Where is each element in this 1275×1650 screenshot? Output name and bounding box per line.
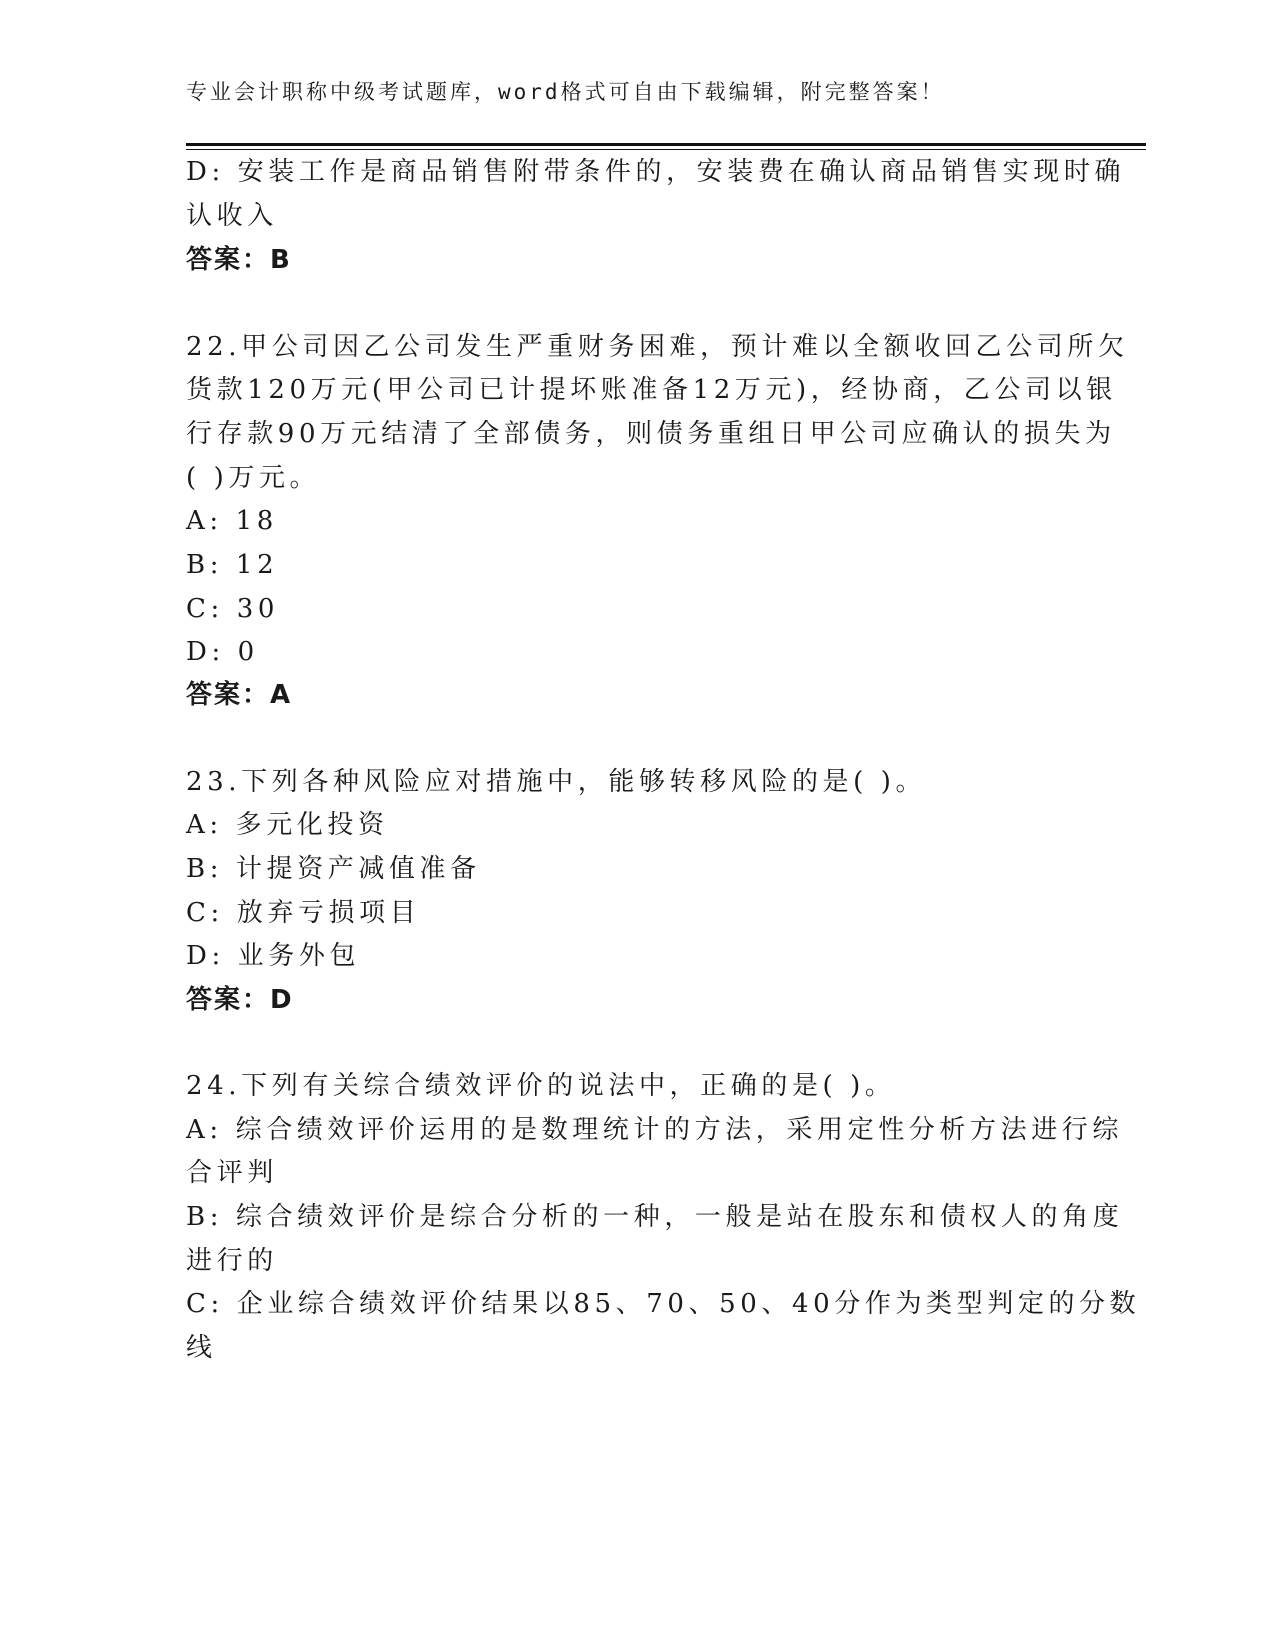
q21-option-d-line2: 认收入 bbox=[186, 201, 278, 231]
q24-stem-line1: 24.下列有关综合绩效评价的说法中，正确的是( )。 bbox=[186, 1071, 896, 1101]
header-divider-thick bbox=[186, 143, 1146, 146]
q22-option-c: C: 30 bbox=[186, 594, 280, 624]
q21-option-d-line1: D: 安装工作是商品销售附带条件的，安装费在确认商品销售实现时确 bbox=[186, 157, 1126, 187]
q24-option-c-line2: 线 bbox=[186, 1333, 217, 1363]
q22-option-b: B: 12 bbox=[186, 550, 279, 580]
q23-option-b: B: 计提资产减值准备 bbox=[186, 854, 481, 884]
page-header-text: 专业会计职称中级考试题库，word格式可自由下载编辑，附完整答案！ bbox=[186, 80, 945, 104]
header-divider-thin bbox=[186, 149, 1146, 150]
q24-option-b-line2: 进行的 bbox=[186, 1246, 278, 1276]
q24-option-a-line1: A: 综合绩效评价运用的是数理统计的方法，采用定性分析方法进行综 bbox=[186, 1115, 1124, 1145]
q22-stem-line4: ( )万元。 bbox=[186, 463, 321, 493]
q22-answer: 答案：A bbox=[186, 680, 293, 710]
q22-option-d: D: 0 bbox=[186, 637, 259, 667]
q22-stem-line1: 22.甲公司因乙公司发生严重财务困难，预计难以全额收回乙公司所欠 bbox=[186, 332, 1129, 362]
q21-answer: 答案：B bbox=[186, 245, 292, 275]
q23-option-d: D: 业务外包 bbox=[186, 941, 361, 971]
q22-option-a: A: 18 bbox=[186, 506, 278, 536]
q24-option-c-line1: C: 企业综合绩效评价结果以85、70、50、40分作为类型判定的分数 bbox=[186, 1289, 1141, 1319]
q24-option-b-line1: B: 综合绩效评价是综合分析的一种，一般是站在股东和债权人的角度 bbox=[186, 1202, 1124, 1232]
q23-stem-line1: 23.下列各种风险应对措施中，能够转移风险的是( )。 bbox=[186, 767, 927, 797]
q23-option-c: C: 放弃亏损项目 bbox=[186, 898, 421, 928]
q22-stem-line3: 行存款90万元结清了全部债务，则债务重组日甲公司应确认的损失为 bbox=[186, 419, 1116, 449]
q23-option-a: A: 多元化投资 bbox=[186, 810, 389, 840]
q24-option-a-line2: 合评判 bbox=[186, 1158, 278, 1188]
q22-stem-line2: 货款120万元(甲公司已计提坏账准备12万元)，经协商，乙公司以银 bbox=[186, 375, 1117, 405]
q23-answer: 答案：D bbox=[186, 985, 294, 1015]
